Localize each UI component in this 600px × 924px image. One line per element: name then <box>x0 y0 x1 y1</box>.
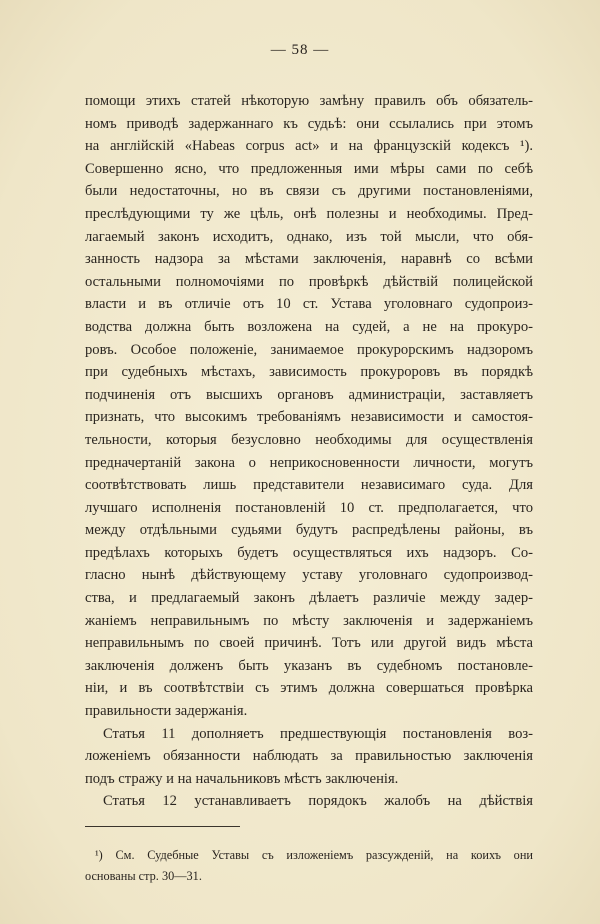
text-line: признать, что высокимъ требованіямъ независимости и самостоя- <box>85 409 533 426</box>
text-line: Статья 12 устанавливаетъ порядокъ жалобъ на дѣйствія <box>103 793 533 810</box>
text-line: ніи, и въ соотвѣтствіи съ этимъ должна совершаться провѣрка <box>85 680 533 697</box>
text-line: на англійскій «Habeas corpus act» и на французскій кодексъ ¹). <box>85 138 533 155</box>
text-line: подъ стражу и на начальниковъ мѣстъ заключенія. <box>85 770 399 787</box>
text-line: предначертаній закона о неприкосновенности личности, могутъ <box>85 454 533 471</box>
text-line: ровъ. Особое положеніе, занимаемое прокурорскимъ надзоромъ <box>85 341 533 358</box>
text-line: при судебныхъ мѣстахъ, зависимость прокуроровъ въ порядкѣ <box>85 364 533 381</box>
text-line: Статья 11 дополняетъ предшествующія постановленія воз- <box>103 725 533 742</box>
text-line: ства, и предлагаемый законъ дѣлаетъ различіе между задер- <box>85 590 533 607</box>
text-line: заключенія долженъ быть указанъ въ судебномъ постановле- <box>85 657 533 674</box>
text-line: лучшаго исполненія постановленій 10 ст. предполагается, что <box>85 499 533 516</box>
text-line: подчиненія отъ высшихъ органовъ администраціи, заставляетъ <box>85 386 533 403</box>
text-line: номъ приводѣ задержаннаго къ судьѣ: они ссылались при этомъ <box>85 115 533 132</box>
footnote <box>85 845 533 887</box>
footnote-line: ¹) См. Судебные Уставы съ изложеніемъ разсужденій, на коихъ они <box>95 848 533 862</box>
text-line: соотвѣтствовать лишь представители независимаго суда. Для <box>85 477 533 494</box>
text-line: преслѣдующими ту же цѣль, онѣ полезны и необходимы. Пред- <box>85 205 533 222</box>
text-line: ложеніемъ обязанности наблюдать за правильностью заключенія <box>85 748 533 765</box>
text-line: власти и въ отличіе отъ 10 ст. Устава уголовнаго судопроиз- <box>85 296 533 313</box>
text-line: между отдѣльными судьями будутъ распредѣлены районы, въ <box>85 522 533 539</box>
footnote-divider <box>85 826 240 827</box>
text-line: водства должна быть возложена на судей, а не на прокуро- <box>85 318 533 335</box>
page-number: — 58 — <box>270 42 330 58</box>
footnote-line: основаны стр. 30—31. <box>85 869 202 883</box>
text-line: остальными полномочіями по провѣркѣ дѣйствій полицейской <box>85 273 533 290</box>
text-line: неправильнымъ по своей причинѣ. Тотъ или другой видъ мѣста <box>85 635 533 652</box>
text-line: занность надзора за мѣстами заключенія, наравнѣ со всѣми <box>85 251 533 268</box>
text-line: помощи этихъ статей нѣкоторую замѣну правилъ объ обязатель- <box>85 93 533 109</box>
text-line: жаніемъ неправильнымъ по мѣсту заключенія и задержаніемъ <box>85 612 533 629</box>
text-line: гласно нынѣ дѣйствующему уставу уголовнаго судопроизвод- <box>85 567 533 584</box>
text-line: правильности задержанія. <box>85 703 248 720</box>
text-line: Совершенно ясно, что предложенныя ими мѣры сами по себѣ <box>85 160 533 177</box>
text-line: тельности, которыя безусловно необходимы для осуществленія <box>85 431 533 448</box>
body-text <box>85 90 533 813</box>
text-line: были недостаточны, но въ связи съ другими постановленіями, <box>85 183 533 200</box>
text-line: предѣлахъ которыхъ будетъ осуществляться ихъ надзоръ. Со- <box>85 544 533 561</box>
text-line: лагаемый законъ исходитъ, однако, изъ той мысли, что обя- <box>85 228 533 245</box>
